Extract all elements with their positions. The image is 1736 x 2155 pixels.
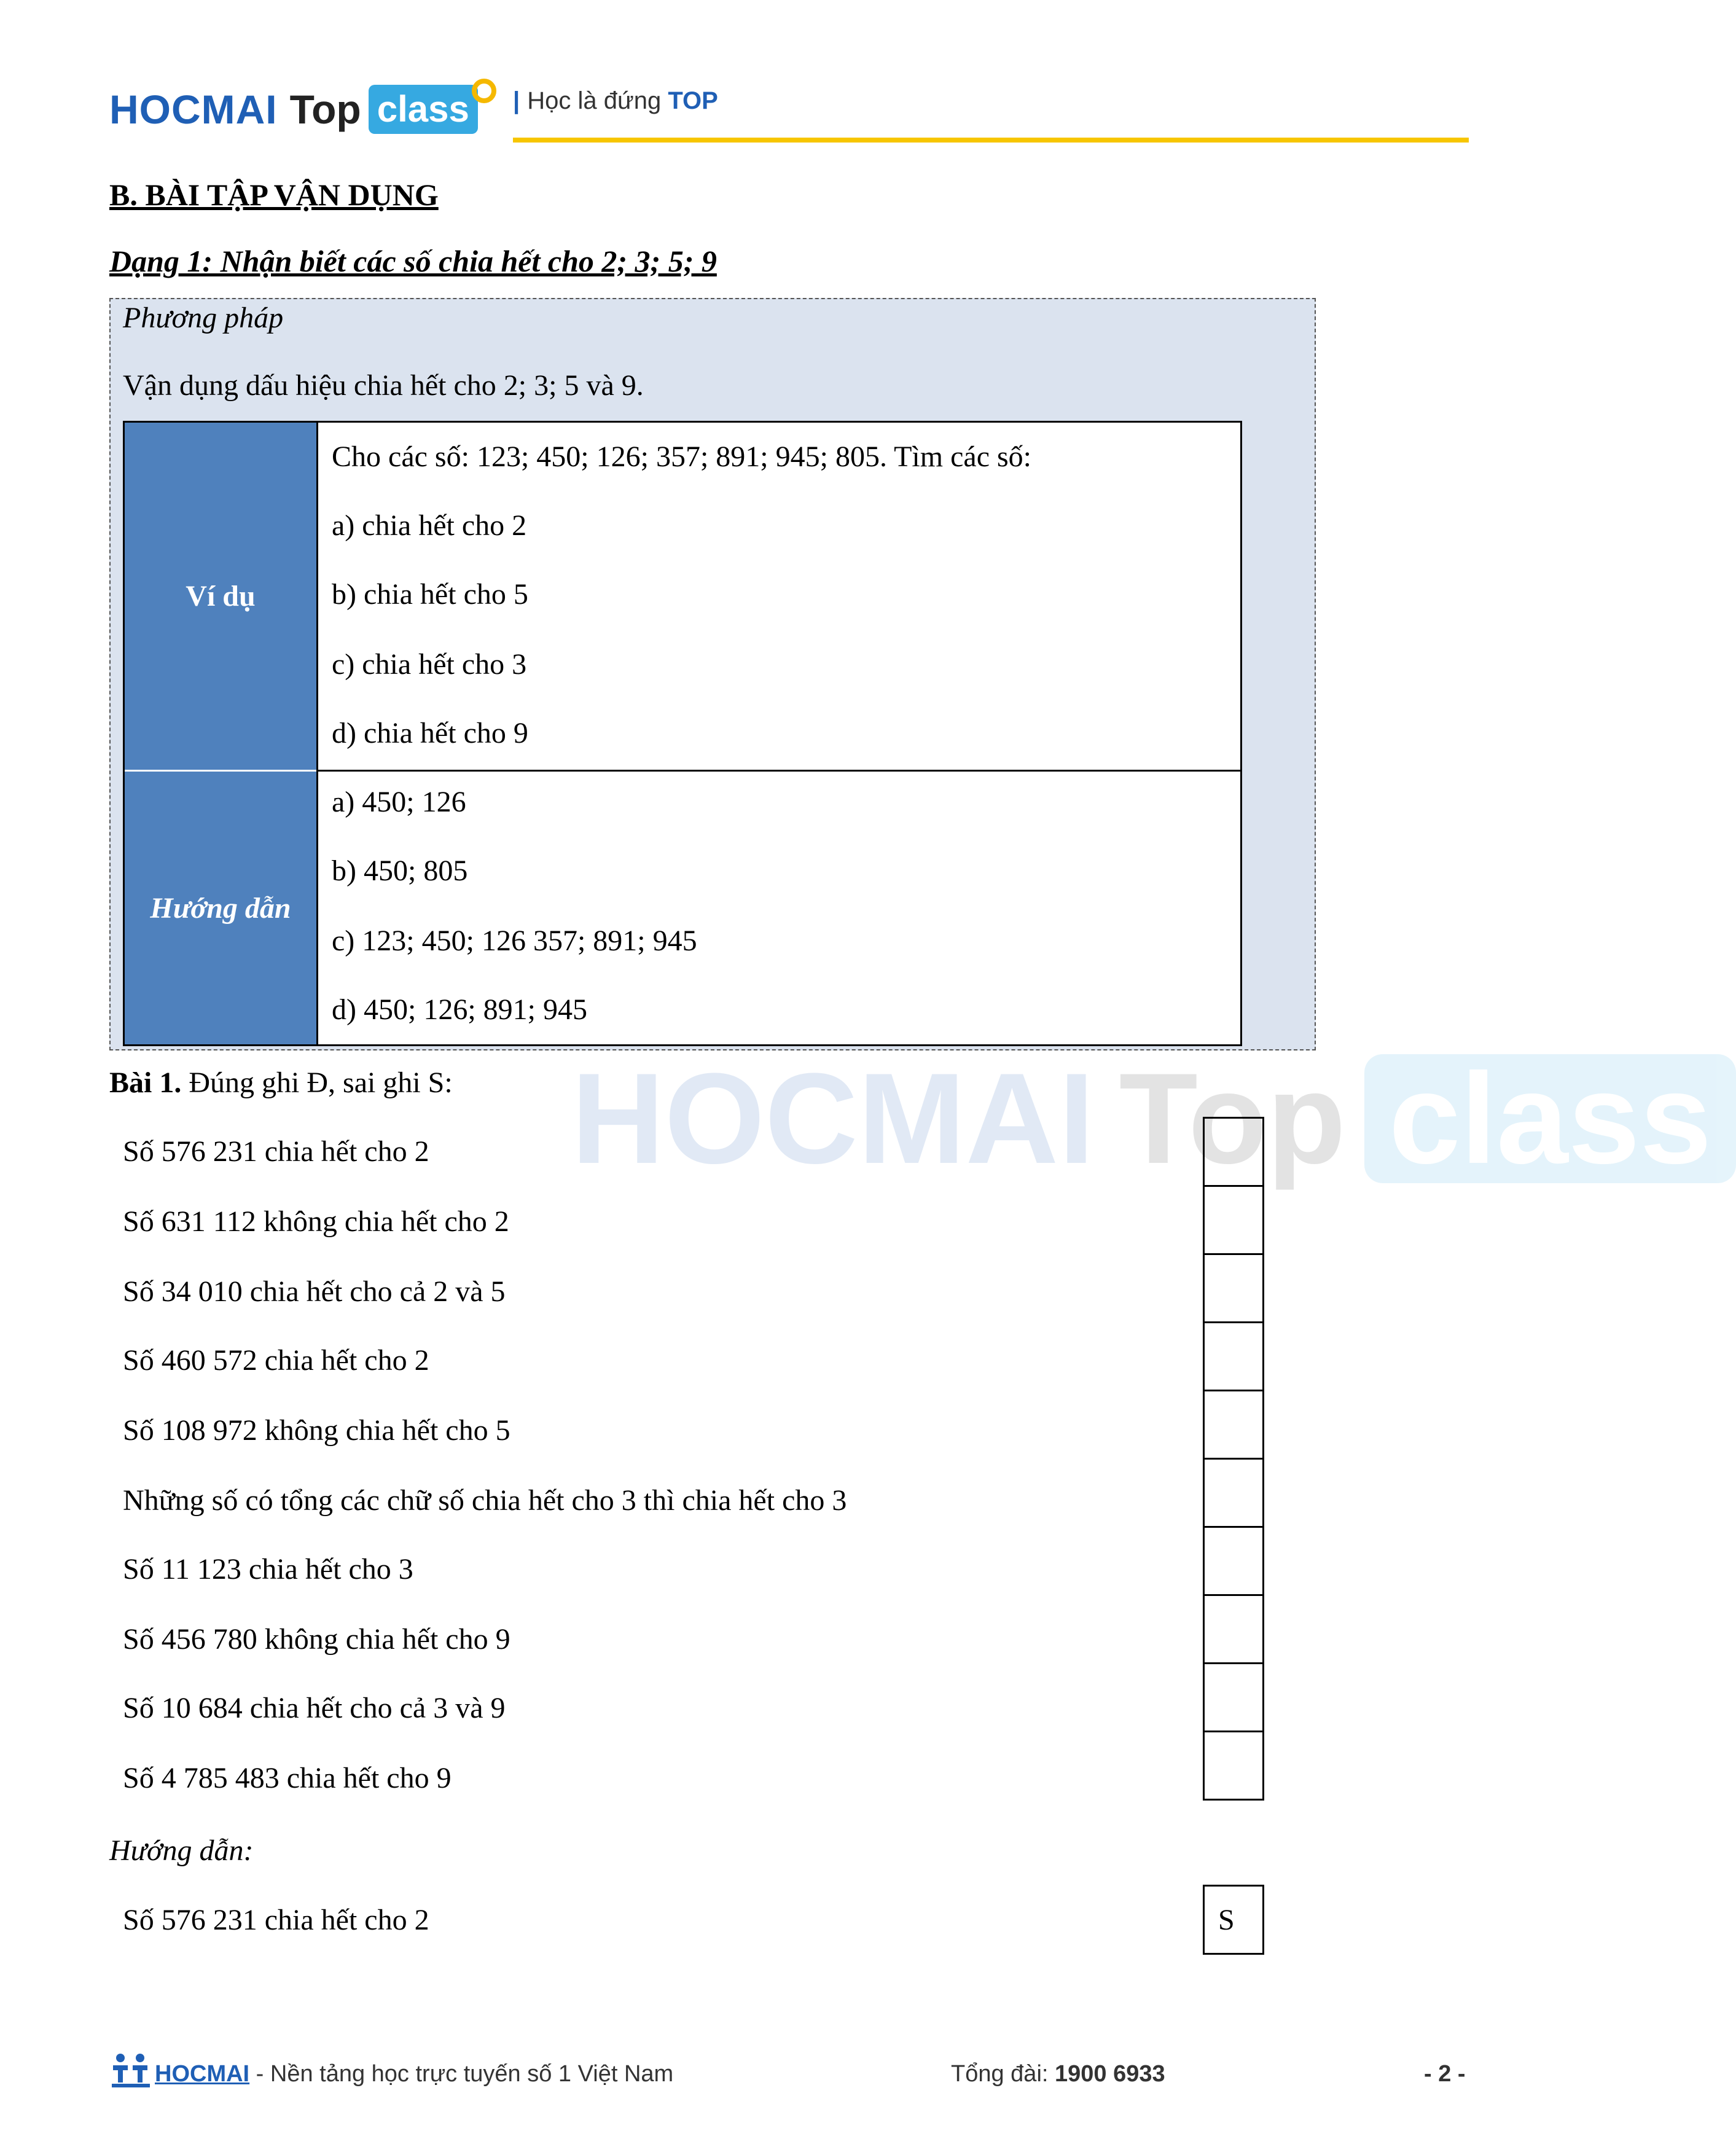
- answer-box[interactable]: [1203, 1390, 1264, 1460]
- exercise-1-instruction: Đúng ghi Đ, sai ghi S:: [181, 1066, 453, 1099]
- answer-box[interactable]: [1203, 1253, 1264, 1323]
- answer-value-box: S: [1203, 1885, 1264, 1955]
- vidu-line: a) chia hết cho 2: [332, 509, 527, 542]
- dang-title: Dạng 1: Nhận biết các số chia hết cho 2; 3; 5; 9: [109, 244, 717, 278]
- statement-text: Số 10 684 chia hết cho cả 3 và 9: [123, 1692, 506, 1724]
- exercise-1-heading: [109, 1066, 453, 1100]
- statement-text: Số 576 231 chia hết cho 2: [123, 1135, 429, 1168]
- huongdan-line: c) 123; 450; 126 357; 891; 945: [332, 925, 697, 957]
- huongdan-line: b) 450; 805: [332, 855, 468, 887]
- header-divider: [513, 138, 1469, 143]
- method-text: Vận dụng dấu hiệu chia hết cho 2; 3; 5 và 9.: [123, 369, 644, 402]
- answer-box[interactable]: [1203, 1526, 1264, 1596]
- vidu-line: c) chia hết cho 3: [332, 648, 527, 681]
- statement-text: Số 34 010 chia hết cho cả 2 và 5: [123, 1275, 506, 1308]
- slogan-top: TOP: [668, 87, 718, 114]
- huongdan-line: a) 450; 126: [332, 786, 466, 818]
- vidu-line: b) chia hết cho 5: [332, 578, 528, 611]
- footer-brand-link[interactable]: HOCMAI: [155, 2061, 250, 2087]
- header-slogan: [513, 87, 718, 115]
- vidu-line: Cho các số: 123; 450; 126; 357; 891; 945; 805. Tìm các số:: [332, 440, 1032, 473]
- example-table: [123, 421, 1242, 1046]
- statement-text: Số 108 972 không chia hết cho 5: [123, 1414, 510, 1447]
- answer-box[interactable]: [1203, 1594, 1264, 1664]
- method-label: Phương pháp: [123, 302, 284, 334]
- vidu-header-cell: Ví dụ: [125, 423, 316, 770]
- footer-hotline: [951, 2061, 1165, 2087]
- statement-text: Những số có tổng các chữ số chia hết cho 3 thì chia hết cho 3: [123, 1484, 847, 1517]
- statement-text: Số 4 785 483 chia hết cho 9: [123, 1762, 452, 1794]
- watermark-logo: HOCMAI Top class: [571, 1044, 1736, 1193]
- answer-statement: Số 576 231 chia hết cho 2: [123, 1904, 429, 1936]
- statement-text: Số 460 572 chia hết cho 2: [123, 1344, 429, 1377]
- logo-class-text: class: [369, 85, 478, 134]
- huongdan-header-cell: Hướng dẫn: [125, 772, 316, 1044]
- statement-text: Số 631 112 không chia hết cho 2: [123, 1205, 509, 1238]
- answer-box[interactable]: [1203, 1117, 1264, 1187]
- vidu-line: d) chia hết cho 9: [332, 717, 528, 749]
- table-row-divider: [316, 770, 1240, 772]
- footer-phone-number: 1900 6933: [1055, 2061, 1165, 2087]
- gear-icon: [472, 79, 496, 103]
- slogan-separator: |: [513, 87, 520, 114]
- statement-text: Số 11 123 chia hết cho 3: [123, 1553, 413, 1586]
- answer-guide-label: Hướng dẫn:: [109, 1834, 254, 1867]
- answer-box[interactable]: [1203, 1185, 1264, 1255]
- hocmai-footer-icon: [109, 2052, 152, 2089]
- footer-tagline-text: - Nền tảng học trực tuyến số 1 Việt Nam: [249, 2061, 674, 2087]
- answer-box[interactable]: [1203, 1458, 1264, 1528]
- logo-top-text: Top: [289, 87, 361, 132]
- answer-box[interactable]: [1203, 1321, 1264, 1391]
- exercise-1-label: Bài 1.: [109, 1066, 182, 1099]
- hocmai-topclass-logo: [109, 79, 496, 140]
- table-column-divider: [316, 423, 318, 1044]
- section-title: B. BÀI TẬP VẬN DỤNG: [109, 178, 439, 212]
- answer-box[interactable]: [1203, 1662, 1264, 1732]
- footer-phone-label: Tổng đài:: [951, 2061, 1055, 2087]
- page-number: - 2 -: [1424, 2061, 1466, 2087]
- huongdan-line: d) 450; 126; 891; 945: [332, 993, 587, 1026]
- footer-tagline: [155, 2061, 673, 2087]
- slogan-text: Học là đứng: [527, 87, 668, 114]
- logo-hocmai-text: HOCMAI: [109, 87, 278, 132]
- statement-text: Số 456 780 không chia hết cho 9: [123, 1623, 510, 1656]
- answer-box[interactable]: [1203, 1731, 1264, 1801]
